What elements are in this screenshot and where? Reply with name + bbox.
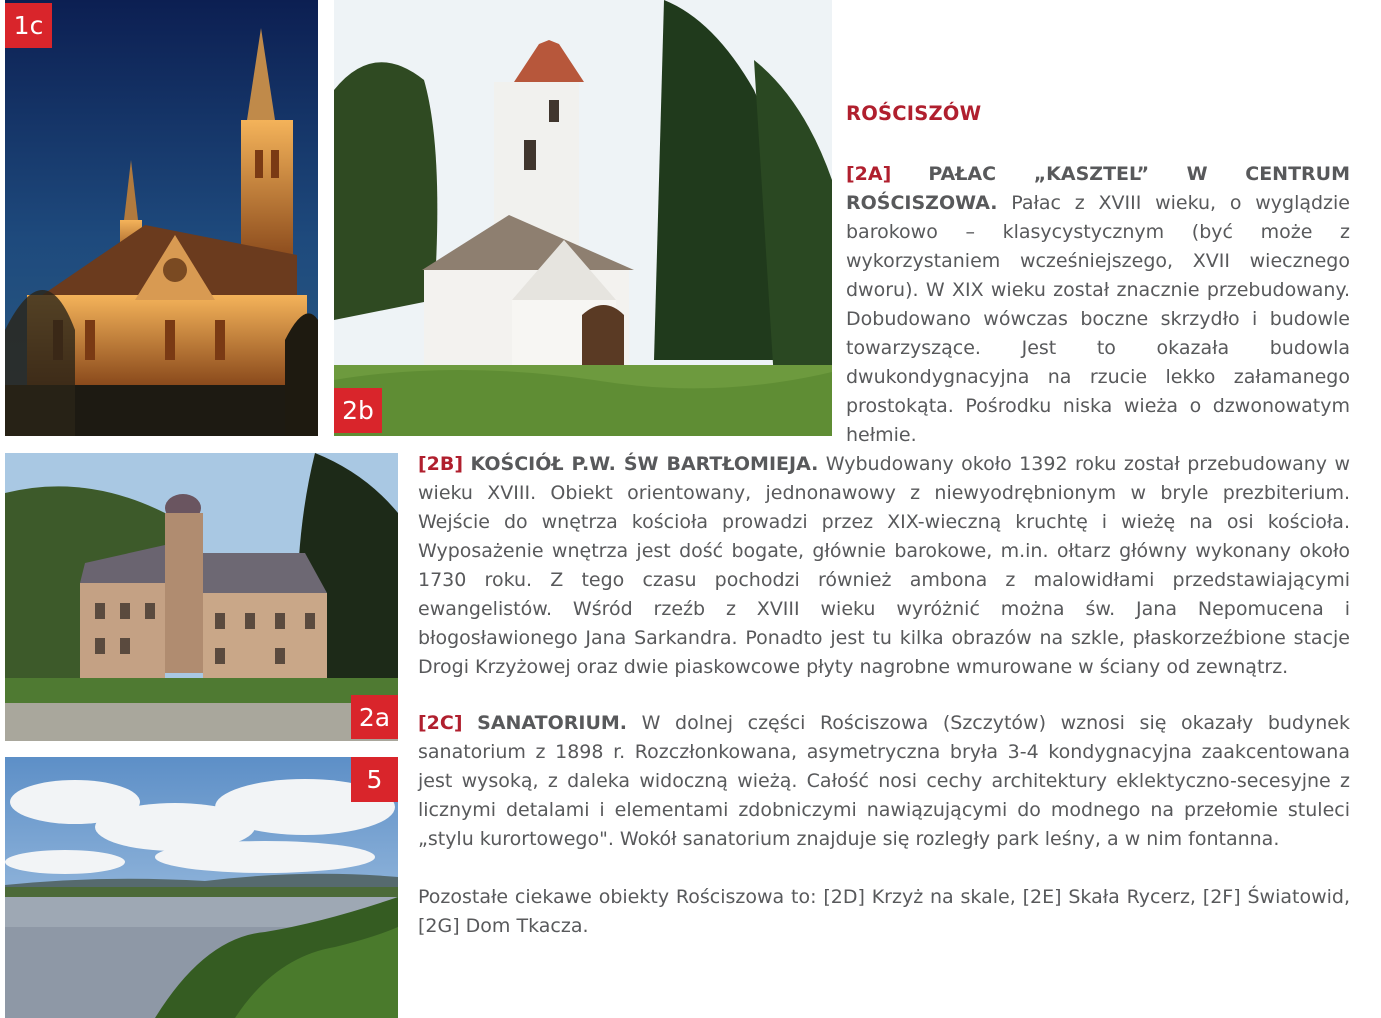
entry-body: W dolnej części Rościszowa (Szczytów) wznosi się okazały budynek sanatorium z 1898 r. Rozczłonkowana, asymetryczna bryła 3-4 kondygnacyjna zaakcentowana jest wysoką, z daleka widoczną wieżą. Całość nosi cechy architektury eklektyczno-secesyjne z licznymi detalami i elementami zdobniczymi nawiązującymi do modnego na przełomie stuleci „stylu kurortowego". Wokół sanatorium znajduje się rozległy park leśny, a w nim fontanna. [418,712,1350,850]
photo-church-night [5,0,318,436]
entry-2c [418,709,1350,854]
photo-label-2b: 2b [334,388,382,433]
photo-label-5: 5 [351,757,398,802]
entry-2a [846,160,1350,450]
entry-ref: [2C] [418,712,463,734]
photo-church-white [334,0,832,436]
entry-title: PAŁAC „KASZTEL” W CENTRUM ROŚCISZOWA. [846,163,1350,214]
entry-body: Wybudowany około 1392 roku został przebudowany w wieku XVIII. Obiekt orientowany, jednonawowy z niewyodrębnionym w bryle prezbiterium. Wejście do wnętrza kościoła prowadzi przez XIX-wieczną kruchtę i wieżę na osi kościoła. Wyposażenie wnętrza jest dość bogate, głównie barokowe, m.in. ołtarz główny wykonany około 1730 roku. Z tego czasu pochodzi również ambona z malowidłami przedstawiającymi ewangelistów. Wśród rzeźb z XVIII wieku wyróżnić można św. Jana Nepomucena i błogosławionego Jana Sarkandra. Ponadto jest tu kilka obrazów na szkle, płaskorzeźbione stacje Drogi Krzyżowej oraz dwie piaskowcowe płyty nagrobne wmurowane w ściany od zewnątrz. [418,453,1350,678]
photo-lake [5,757,398,1018]
section-heading: ROŚCISZÓW [846,102,982,125]
photo-palace [5,453,398,741]
closing-note: Pozostałe ciekawe obiekty Rościszowa to: [2D] Krzyż na skale, [2E] Skała Rycerz, [2F] Światowid, [2G] Dom Tkacza. [418,886,1350,937]
entry-title: SANATORIUM. [477,712,628,734]
entry-title: KOŚCIÓŁ P.W. ŚW BARTŁOMIEJA. [470,453,819,475]
photo-label-2a: 2a [351,695,398,739]
entry-ref: [2A] [846,163,892,185]
entry-2b [418,450,1350,682]
entry-ref: [2B] [418,453,464,475]
photo-label-1c: 1c [5,3,52,48]
entry-body: Pałac z XVIII wieku, o wyglądzie barokowo – klasycystycznym (być może z wykorzystaniem wcześniejszego, XVII wiecznego dworu). W XIX wieku został znacznie przebudowany. Dobudowano wówczas boczne skrzydło i budowle towarzyszące. Jest to okazała budowla dwukondygnacyjna na rzucie lekko załamanego prostokąta. Pośrodku niska wieża o dzwonowatym hełmie. [846,192,1350,446]
